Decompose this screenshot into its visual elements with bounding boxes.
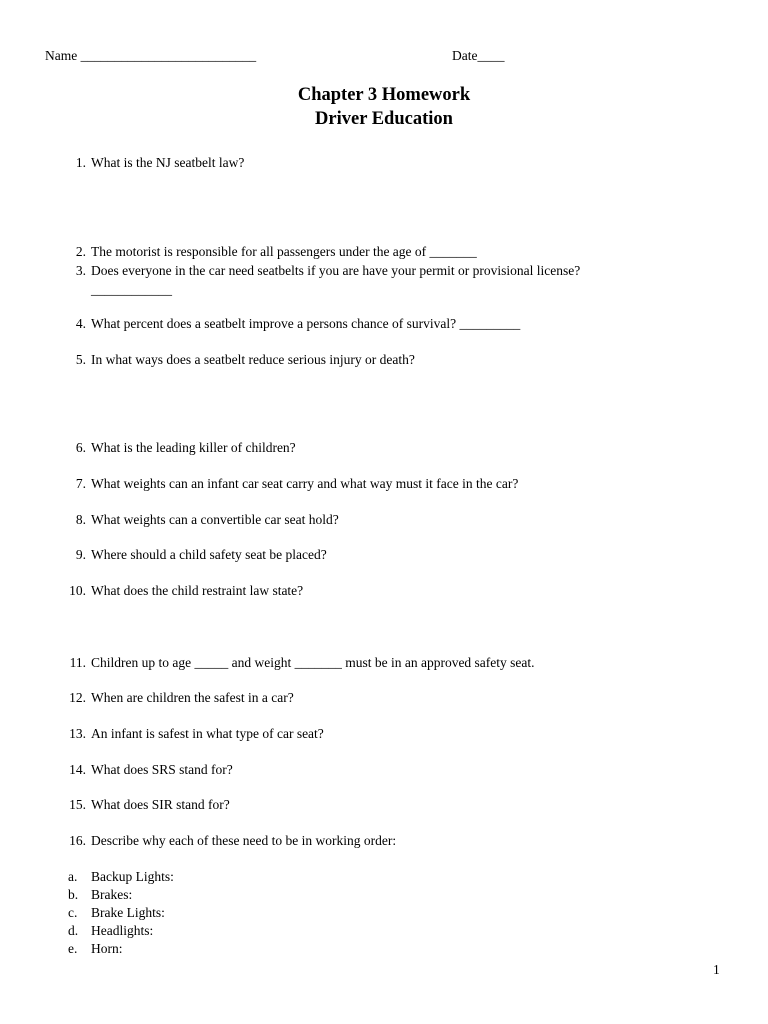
sub-item-letter: e. [68, 941, 78, 956]
name-blank: __________________________ [80, 48, 257, 63]
question-text: What does SRS stand for? [91, 762, 233, 777]
sub-item-letter: d. [68, 923, 79, 938]
question-text: When are children the safest in a car? [91, 690, 294, 705]
page-title: Chapter 3 Homework [297, 85, 471, 105]
question-number: 3. [75, 263, 86, 278]
sub-item-text: Headlights: [91, 923, 154, 938]
question-text: An infant is safest in what type of car seat? [91, 726, 324, 741]
question-number: 4. [75, 316, 86, 331]
sub-item-text: Backup Lights: [91, 869, 174, 884]
question-text: Does everyone in the car need seatbelts if you are have your permit or provisional license? [91, 263, 581, 278]
question-number: 8. [75, 512, 86, 527]
name-label-text: Name [45, 48, 78, 63]
question-text: What does SIR stand for? [91, 797, 230, 812]
question-text: What percent does a seatbelt improve a persons chance of survival? _________ [91, 316, 521, 331]
question-number: 9. [75, 547, 86, 562]
question-text: Where should a child safety seat be placed? [91, 547, 327, 562]
question-text: Describe why each of these need to be in working order: [91, 833, 397, 848]
question-number: 13. [69, 726, 86, 741]
date-label: Date____ [452, 48, 505, 63]
question-text: In what ways does a seatbelt reduce serious injury or death? [91, 352, 415, 367]
answer-blank: ____________ [91, 282, 172, 297]
question-text: What weights can an infant car seat carry and what way must it face in the car? [91, 476, 519, 491]
question-number: 7. [75, 476, 86, 491]
question-number: 10. [69, 583, 86, 598]
page-subtitle: Driver Education [315, 109, 453, 129]
question-text: Children up to age _____ and weight _______ must be in an approved safety seat. [91, 655, 535, 670]
question-text: The motorist is responsible for all passengers under the age of _______ [91, 244, 477, 259]
page-number: 1 [713, 962, 720, 977]
name-label [45, 48, 256, 64]
question-number: 5. [75, 352, 86, 367]
question-number: 16. [69, 833, 86, 848]
sub-item-letter: c. [68, 905, 78, 920]
sub-item-text: Horn: [91, 941, 123, 956]
question-text: What is the leading killer of children? [91, 440, 296, 455]
question-text: What is the NJ seatbelt law? [91, 155, 245, 170]
sub-item-text: Brake Lights: [91, 905, 165, 920]
question-number: 1. [75, 155, 86, 170]
question-number: 11. [69, 655, 86, 670]
question-text: What weights can a convertible car seat hold? [91, 512, 339, 527]
question-text: What does the child restraint law state? [91, 583, 304, 598]
sub-item-text: Brakes: [91, 887, 133, 902]
question-number: 2. [75, 244, 86, 259]
sub-item-letter: b. [68, 887, 79, 902]
sub-item-letter: a. [68, 869, 78, 884]
question-number: 6. [75, 440, 86, 455]
question-number: 12. [69, 690, 86, 705]
question-number: 15. [69, 797, 86, 812]
question-number: 14. [69, 762, 86, 777]
